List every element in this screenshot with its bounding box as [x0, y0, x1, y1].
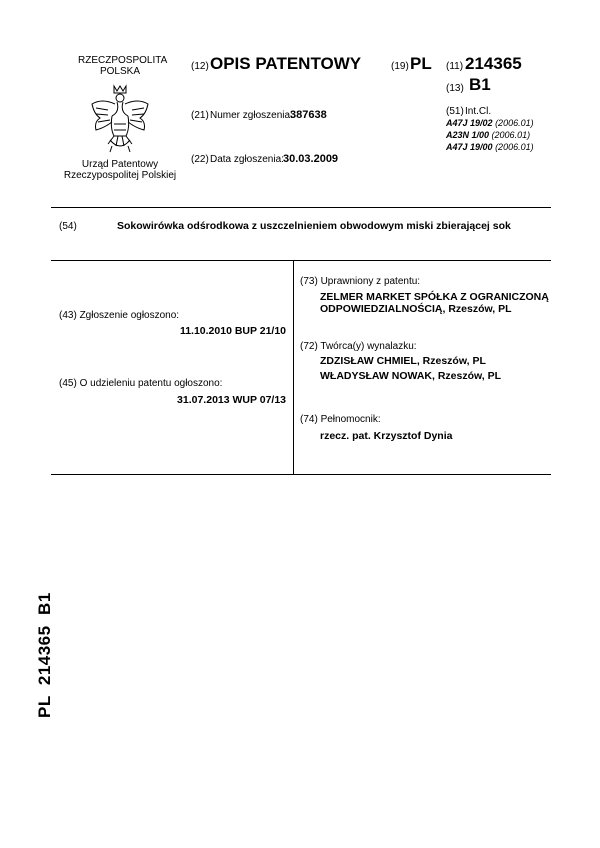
code-72: (72) [300, 341, 318, 352]
classification-code: A47J 19/00 [446, 142, 493, 152]
classification-code: A23N 1/00 [446, 130, 490, 140]
inventors-label: Twórca(y) wynalazku: [320, 341, 417, 352]
grant-label: O udzieleniu patentu ogłoszono: [79, 378, 223, 389]
code-74: (74) [300, 414, 318, 425]
proprietor-label: Uprawniony z patentu: [320, 276, 421, 287]
code-12: (12) [191, 61, 209, 72]
grant-value: 31.07.2013 WUP 07/13 [177, 394, 286, 406]
classification-list [446, 118, 586, 154]
proprietor-city: Rzeszów, PL [448, 303, 512, 315]
classification-code: A47J 19/02 [446, 118, 493, 128]
code-43: (43) [59, 310, 77, 321]
code-73: (73) [300, 276, 318, 287]
proprietor-label-row [300, 276, 420, 287]
proprietor-line2-row [320, 303, 512, 315]
grant-label-row [59, 378, 222, 389]
code-45: (45) [59, 378, 77, 389]
proprietor-line1: ZELMER MARKET SPÓŁKA Z OGRANICZONĄ [320, 291, 549, 303]
publication-label: Zgłoszenie ogłoszono: [79, 310, 180, 321]
code-21: (21) [191, 110, 209, 121]
body-bottom-divider [51, 474, 551, 475]
code-54: (54) [59, 221, 77, 232]
classification-version: (2006.01) [491, 130, 531, 140]
country-code: PL [410, 54, 432, 73]
country-name-line1: RZECZPOSPOLITA [78, 55, 168, 66]
classification-entry [446, 130, 586, 142]
patent-number: 214365 [465, 54, 522, 73]
classification-version: (2006.01) [495, 118, 534, 128]
publication-value: 11.10.2010 BUP 21/10 [179, 325, 286, 337]
attorney-label-row [300, 414, 381, 425]
title-divider [51, 260, 551, 261]
column-divider [293, 260, 294, 474]
proprietor-line2: ODPOWIEDZIALNOŚCIĄ, [320, 303, 446, 315]
side-patent-label: PL 214365 B1 [35, 592, 54, 718]
classification-entry [446, 118, 586, 130]
kind-code: B1 [469, 75, 491, 94]
classification-entry [446, 142, 586, 154]
invention-title: Sokowirówka odśrodkowa z uszczelnieniem obwodowym miski zbierającej sok [117, 220, 511, 232]
attorney-name: rzecz. pat. Krzysztof Dynia [320, 430, 453, 442]
int-cl-label: Int.Cl. [465, 106, 492, 117]
code-22: (22) [191, 154, 209, 165]
code-11: (11) [446, 61, 464, 72]
inventors-label-row [300, 341, 417, 352]
publication-label-row [59, 310, 179, 321]
patent-office-line2: Rzeczypospolitej Polskiej [63, 170, 177, 181]
classification-version: (2006.01) [495, 142, 534, 152]
filing-date-label: Data zgłoszenia: [210, 154, 284, 165]
code-19: (19) [391, 61, 409, 72]
inventor-1: ZDZISŁAW CHMIEL, Rzeszów, PL [320, 355, 486, 367]
polish-eagle-emblem-icon [88, 82, 152, 156]
document-type: OPIS PATENTOWY [210, 54, 362, 73]
inventor-2: WŁADYSŁAW NOWAK, Rzeszów, PL [320, 370, 502, 382]
attorney-label: Pełnomocnik: [320, 414, 381, 425]
patent-office-line1: Urząd Patentowy [81, 159, 159, 170]
code-13: (13) [446, 83, 464, 94]
filing-date: 30.03.2009 [283, 153, 339, 165]
header-divider [51, 207, 551, 208]
country-name-line2: POLSKA [99, 66, 141, 77]
application-number-label: Numer zgłoszenia: [210, 110, 293, 121]
application-number: 387638 [290, 109, 327, 121]
code-51: (51) [446, 106, 464, 117]
